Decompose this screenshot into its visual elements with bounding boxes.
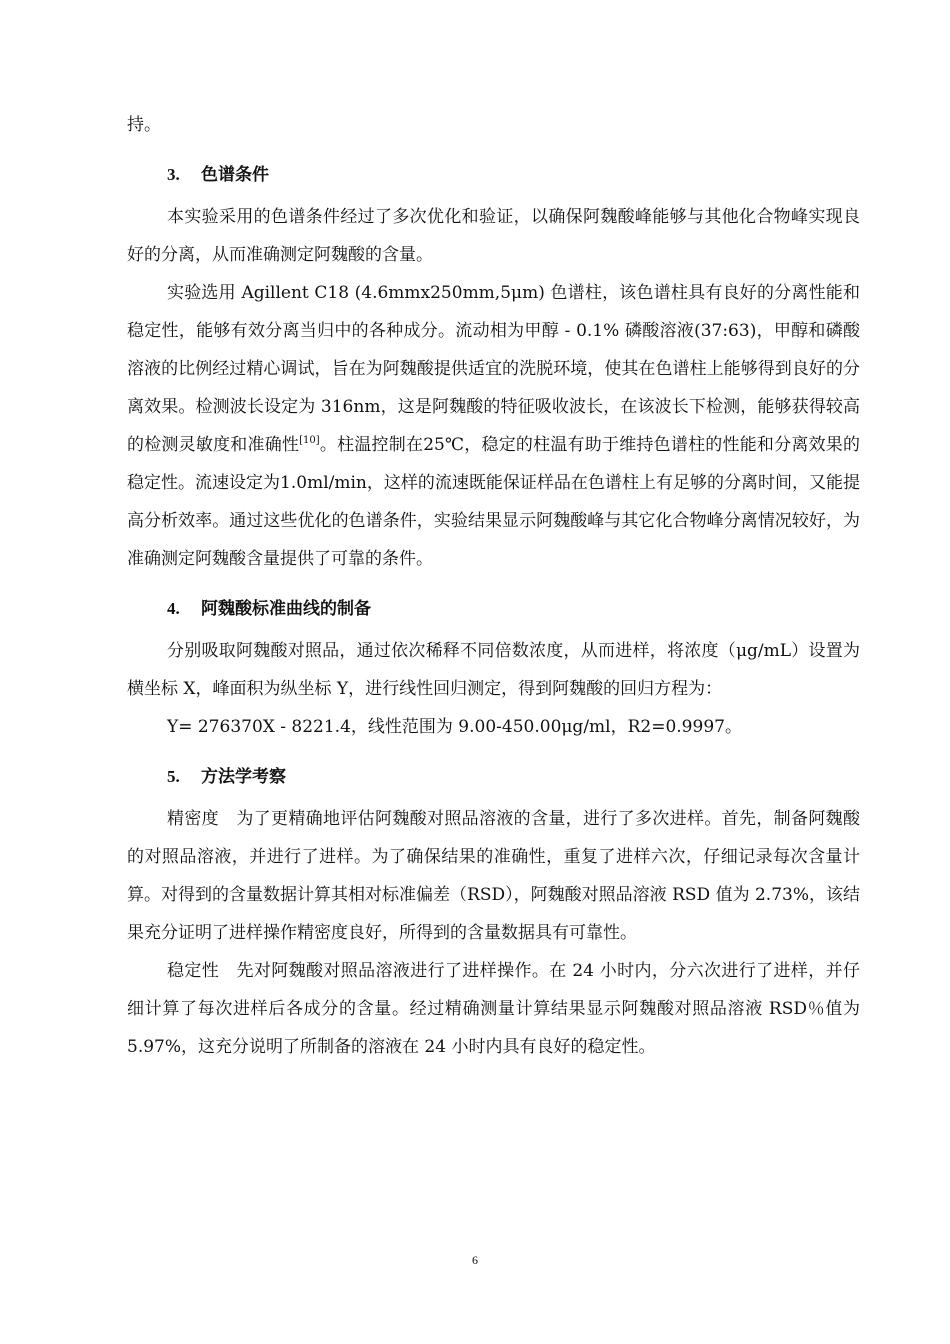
section-heading-5 — [127, 746, 860, 800]
section-heading-3 — [127, 144, 860, 198]
section-title: 方法学考察 — [201, 767, 286, 787]
paragraph-text: 实验选用 Agillent C18 (4.6mmx250mm,5μm) 色谱柱，该色谱柱具有良好的分离性能和稳定性，能够有效分离当归中的各种成分。流动相为甲醇 - 0.1% 磷酸溶液(37:63)，甲醇和磷酸溶液的比例经过精心调试，旨在为阿魏酸提供适宜的洗脱环境，使其在色谱柱上能够得到良好的分离效果。检测波长设定为 316nm，这是阿魏酸的特征吸收波长，在该波长下检测，能够获得较高的检测灵敏度和准确性 — [127, 283, 860, 455]
section-title: 色谱条件 — [201, 165, 269, 185]
section-title: 阿魏酸标准曲线的制备 — [201, 599, 371, 619]
section-heading-4 — [127, 578, 860, 632]
paragraph-stability: 稳定性 先对阿魏酸对照品溶液进行了进样操作。在 24 小时内，分六次进行了进样，并仔细计算了每次进样后各成分的含量。经过精确测量计算结果显示阿魏酸对照品溶液 RSD％值为 5.97%，这充分说明了所制备的溶液在 24 小时内具有良好的稳定性。 — [127, 961, 860, 1057]
citation-ref: [10] — [299, 435, 320, 446]
section-number: 4. — [167, 599, 180, 618]
page-number: 6 — [472, 1253, 478, 1267]
regression-equation: Y= 276370X - 8221.4，线性范围为 9.00-450.00μg/ml，R2=0.9997。 — [167, 717, 742, 737]
paragraph: 分别吸取阿魏酸对照品，通过依次稀释不同倍数浓度，从而进样，将浓度（μg/mL）设置为横坐标 X，峰面积为纵坐标 Y，进行线性回归测定，得到阿魏酸的回归方程为： — [127, 641, 860, 699]
continuation-text: 持。 — [127, 115, 161, 135]
paragraph: 本实验采用的色谱条件经过了多次优化和验证，以确保阿魏酸峰能够与其他化合物峰实现良好的分离，从而准确测定阿魏酸的含量。 — [127, 207, 860, 265]
section-number: 3. — [167, 165, 180, 184]
paragraph-chromatography — [127, 274, 860, 578]
paragraph-text: 。柱温控制在25℃，稳定的柱温有助于维持色谱柱的性能和分离效果的稳定性。流速设定为1.0ml/min，这样的流速既能保证样品在色谱柱上有足够的分离时间，又能提高分析效率。通过这些优化的色谱条件，实验结果显示阿魏酸峰与其它化合物峰分离情况较好，为准确测定阿魏酸含量提供了可靠的条件。 — [127, 435, 860, 569]
section-number: 5. — [167, 767, 180, 786]
page-body — [127, 106, 860, 1066]
paragraph-precision: 精密度 为了更精确地评估阿魏酸对照品溶液的含量，进行了多次进样。首先，制备阿魏酸的对照品溶液，并进行了进样。为了确保结果的准确性，重复了进样六次，仔细记录每次含量计算。对得到的含量数据计算其相对标准偏差（RSD），阿魏酸对照品溶液 RSD 值为 2.73%，该结果充分证明了进样操作精密度良好，所得到的含量数据具有可靠性。 — [127, 809, 860, 943]
